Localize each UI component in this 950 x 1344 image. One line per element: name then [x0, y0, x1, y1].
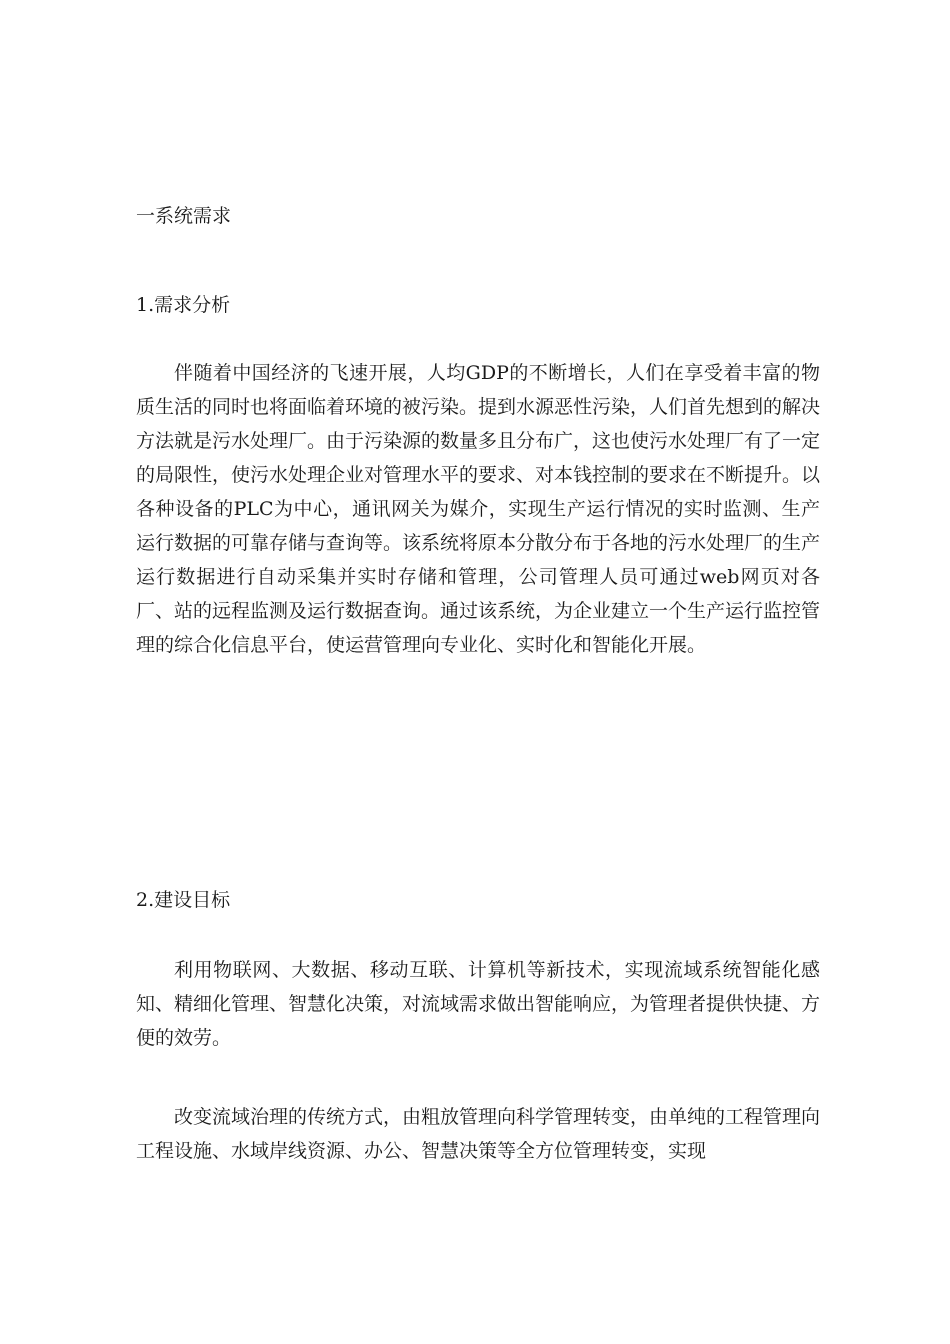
section-heading-construction-goals: 2.建设目标: [136, 889, 231, 911]
section-heading-requirements-analysis: 1.需求分析: [136, 294, 231, 316]
chapter-heading: 一系统需求: [136, 205, 232, 227]
paragraph-construction-goals-2: 改变流域治理的传统方式，由粗放管理向科学管理转变，由单纯的工程管理向工程设施、水域岸线资源、办公、智慧决策等全方位管理转变，实现: [136, 1106, 821, 1162]
paragraph-construction-goals-1: 利用物联网、大数据、移动互联、计算机等新技术，实现流域系统智能化感知、精细化管理、智慧化决策，对流域需求做出智能响应，为管理者提供快捷、方便的效劳。: [136, 959, 821, 1049]
paragraph-requirements-analysis: 伴随着中国经济的飞速开展，人均GDP的不断增长，人们在享受着丰富的物质生活的同时也将面临着环境的被污染。提到水源恶性污染，人们首先想到的解决方法就是污水处理厂。由于污染源的数量多且分布广，这也使污水处理厂有了一定的局限性，使污水处理企业对管理水平的要求、对本钱控制的要求在不断提升。以各种设备的PLC为中心，通讯网关为媒介，实现生产运行情况的实时监测、生产运行数据的可靠存储与查询等。该系统将原本分散分布于各地的污水处理厂的生产运行数据进行自动采集并实时存储和管理，公司管理人员可通过web网页对各厂、站的远程监测及运行数据查询。通过该系统，为企业建立一个生产运行监控管理的综合化信息平台，使运营管理向专业化、实时化和智能化开展。: [136, 362, 821, 656]
